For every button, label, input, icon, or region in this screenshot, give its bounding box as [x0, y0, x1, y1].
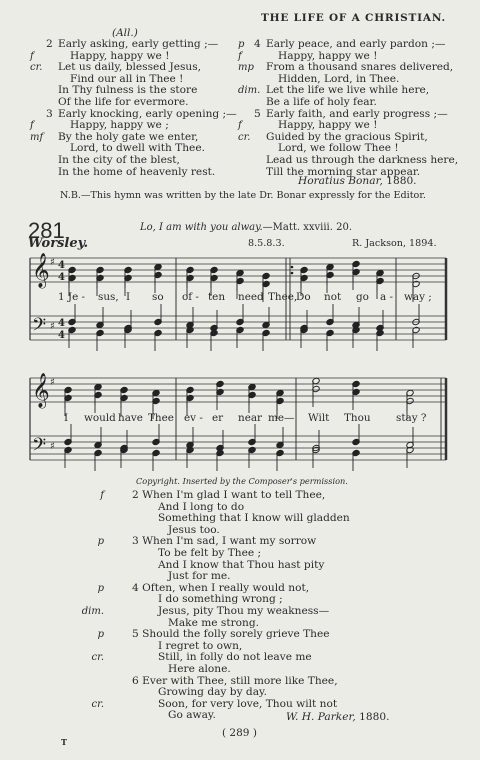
verse-text: 5 Should the folly sorely grieve Thee [132, 628, 330, 641]
verse-text: Just for me. [168, 570, 231, 583]
tune-name: Worsley. [28, 236, 89, 251]
verse-text: Lord, to dwell with Thee. [70, 142, 205, 155]
dynamic-marking: mf [30, 131, 44, 143]
key-signature-sharp: ♯ [50, 377, 55, 388]
dynamic-marking: cr. [91, 698, 104, 710]
verse-text: In the city of the blest, [58, 153, 180, 166]
time-signature: 4 [58, 260, 65, 271]
bass-clef: 𝄢 [32, 435, 47, 460]
verse-text: To be felt by Thee ; [158, 546, 262, 559]
time-signature: 4 [58, 272, 65, 283]
verse-text: Hidden, Lord, in Thee. [278, 72, 400, 85]
dynamic-marking: f [30, 120, 34, 132]
page-number: ( 289 ) [222, 727, 257, 739]
editor-note: N.B.—This hymn was written by the late Dr. Bonar expressly for the Editor. [60, 190, 426, 201]
verse-text: Make me strong. [168, 616, 260, 629]
copyright-note: Copyright. Inserted by the Composer's permission. [136, 476, 348, 486]
lyric-syllable: I [64, 412, 69, 424]
verse-text: Let us daily, blessed Jesus, [58, 61, 202, 74]
hymn-attribution-author: W. H. Parker, [286, 711, 356, 723]
lyric-syllable: I [126, 291, 131, 303]
verse-text: Still, in folly do not leave me [158, 651, 312, 664]
verse-text: Jesus, pity Thou my weakness— [158, 604, 330, 617]
verse-text: Of the life for evermore. [58, 95, 189, 108]
verse-text: Lord, we follow Thee ! [278, 142, 399, 155]
verse-text: Be a life of holy fear. [266, 95, 377, 108]
verse-number: 4 [254, 38, 261, 50]
verse-text: 4 Often, when I really would not, [132, 581, 310, 594]
verse-text: Till the morning star appear. [266, 165, 421, 178]
verse-text: Happy, happy we ! [278, 119, 378, 132]
composer: R. Jackson, 1894. [352, 238, 437, 249]
hymn-attribution-year: 1880. [359, 711, 390, 723]
verse-text: Early peace, and early pardon ;— [266, 38, 446, 50]
hymn-number: 281 [28, 218, 65, 243]
attribution-author: Horatius Bonar, [298, 175, 383, 187]
verse-text: Let the life we live while here, [266, 84, 430, 97]
key-signature-sharp: ♯ [50, 257, 55, 268]
lyric-syllable: so [152, 291, 164, 303]
lyric-syllable: near [238, 412, 263, 424]
hymn-attribution [286, 711, 389, 723]
verse-text: From a thousand snares delivered, [266, 61, 454, 74]
epigraph-reference: —Matt. xxviii. 20. [262, 222, 353, 233]
verse-number: 5 [254, 107, 261, 120]
verse-text: Happy, happy we ! [278, 49, 378, 62]
attribution-year: 1880. [386, 175, 417, 187]
repeat-dot [291, 272, 294, 275]
dynamic-marking: p [97, 582, 104, 594]
lyric-syllable: ten [208, 291, 226, 303]
dynamic-marking: dim. [238, 85, 261, 97]
lyric-syllable: Do [296, 291, 311, 303]
lyric-syllable: Thee, [268, 291, 298, 303]
verse-number: 2 [46, 38, 53, 50]
all-label: (All.) [112, 27, 138, 39]
verse-text: Jesus too. [168, 523, 220, 536]
lyric-syllable: not [324, 291, 342, 303]
verse-text: Happy, happy we ; [70, 119, 169, 132]
dynamic-marking: cr. [238, 131, 251, 143]
lyric-syllable: way ; [404, 291, 432, 303]
verse-text: Here alone. [168, 662, 231, 675]
dynamic-marking: cr. [30, 62, 43, 74]
lyric-syllable: sus, [98, 291, 119, 303]
lyric-syllable: ev - [184, 412, 203, 424]
verse-text: Something that I know will gladden [158, 512, 350, 525]
verse-text: In Thy fulness is the store [58, 84, 198, 97]
lyric-syllable: er [212, 412, 224, 424]
lyric-syllable: 1 Je - [58, 291, 86, 303]
signature-mark: T [61, 737, 67, 747]
dynamic-marking: f [30, 50, 34, 62]
dynamic-marking: f [238, 120, 242, 132]
verse-text: Lead us through the darkness here, [266, 153, 459, 166]
lyric-syllable: Wilt [308, 412, 330, 424]
meter: 8.5.8.3. [248, 238, 285, 249]
dynamic-marking: p [97, 536, 104, 548]
dynamic-marking: p [97, 629, 104, 641]
verse-text: Go away. [168, 709, 216, 722]
epigraph-text: Lo, I am with you alway. [140, 222, 263, 233]
verse-text: By the holy gate we enter, [58, 130, 199, 143]
treble-clef: 𝄞 [32, 253, 50, 288]
time-signature: 4 [58, 330, 65, 341]
verse-text: Early asking, early getting ;— [58, 38, 219, 50]
bass-clef: 𝄢 [32, 315, 47, 340]
verse-text: In the home of heavenly rest. [58, 165, 216, 178]
verse-text: And I know that Thou hast pity [158, 558, 325, 571]
verse-text: Happy, happy we ! [70, 49, 170, 62]
running-head: THE LIFE OF A CHRISTIAN. [260, 12, 446, 24]
lyric-syllable: need [238, 291, 264, 303]
key-signature-sharp: ♯ [50, 441, 55, 452]
dynamic-marking: mp [238, 62, 254, 74]
verse-text: Soon, for very love, Thou wilt not [158, 697, 338, 710]
treble-clef: 𝄞 [32, 373, 50, 408]
verse-text: Early faith, and early progress ;— [266, 107, 448, 120]
verse-number: 3 [46, 107, 53, 120]
verse-text: 2 When I'm glad I want to tell Thee, [132, 489, 326, 501]
lyric-syllable: Thou [344, 412, 371, 424]
dynamic-marking: p [238, 39, 245, 50]
dynamic-marking: cr. [91, 652, 104, 664]
lyric-syllable: would [84, 412, 116, 424]
lyric-syllable: Thee [148, 412, 174, 424]
verse-text: Early knocking, early opening ;— [58, 107, 237, 120]
key-signature-sharp: ♯ [50, 321, 55, 332]
lyric-syllable: a - [380, 291, 394, 303]
repeat-dot [291, 266, 294, 269]
verse-text: Guided by the gracious Spirit, [266, 130, 428, 143]
verse-text: Find our all in Thee ! [70, 72, 184, 85]
verse-text: I regret to own, [158, 639, 243, 652]
lyric-syllable: have [118, 412, 143, 424]
verse-text: Growing day by day. [158, 686, 267, 699]
verse-text: I do something wrong ; [158, 593, 283, 606]
lyric-syllable: go [356, 291, 369, 303]
verse-text: And I long to do [158, 500, 245, 513]
verse-text: 3 When I'm sad, I want my sorrow [132, 535, 317, 548]
lyric-syllable: of - [182, 291, 199, 303]
lyric-syllable: me— [268, 412, 295, 424]
verse-text: 6 Ever with Thee, still more like Thee, [132, 674, 338, 687]
dynamic-marking: f [100, 490, 104, 501]
dynamic-marking: dim. [81, 605, 104, 617]
dynamic-marking: f [238, 50, 242, 62]
time-signature: 4 [58, 318, 65, 329]
lyric-syllable: stay ? [396, 412, 427, 424]
